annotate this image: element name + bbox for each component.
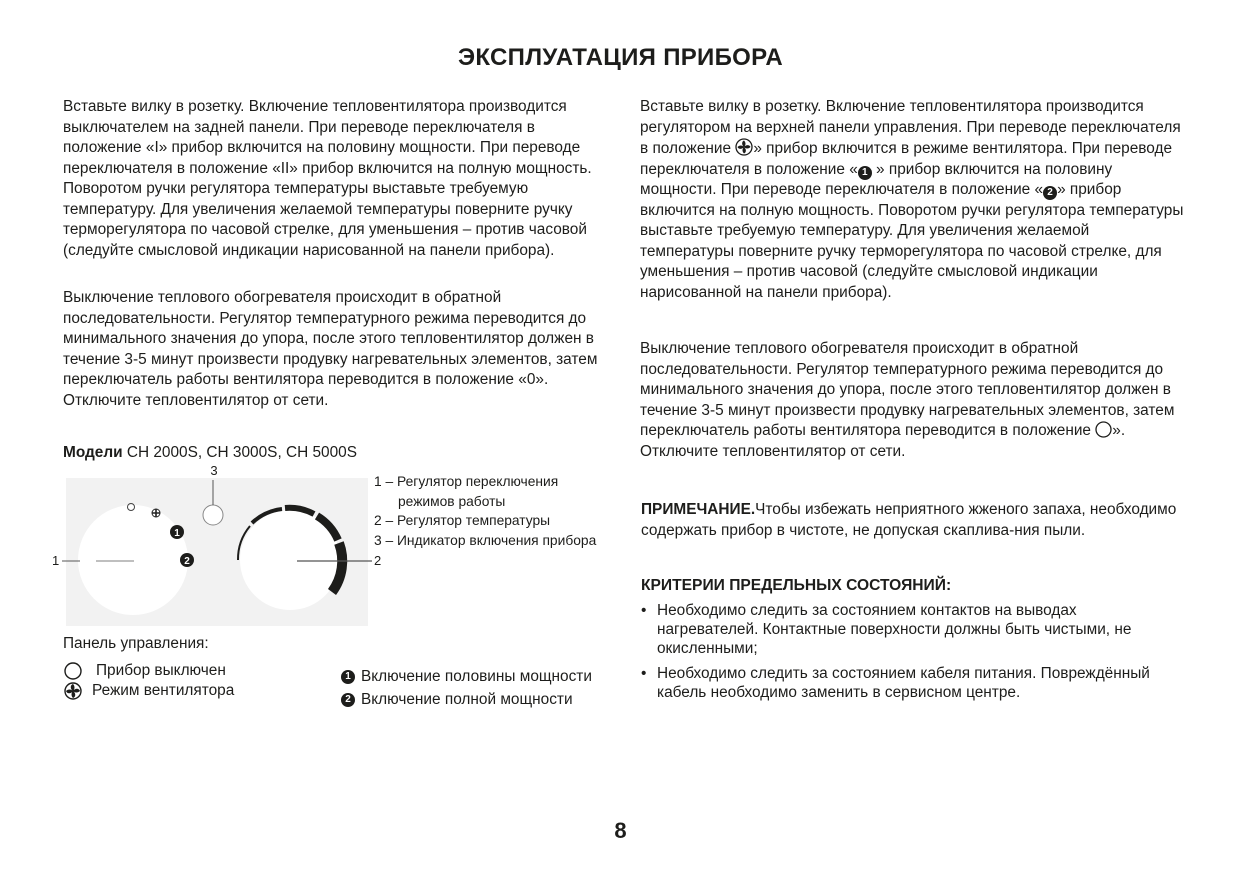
- off-inline-icon: [1095, 421, 1112, 438]
- state-half-label: Включение половины мощности: [361, 668, 592, 685]
- control-panel-diagram: [52, 460, 382, 630]
- right-p1-part-b: » прибор включится в режиме вентилятора. При переводе переключателя в положение «: [640, 140, 1173, 178]
- state-off-label: Прибор выключен: [96, 662, 226, 679]
- panel-badge-1: [170, 525, 184, 539]
- criteria-list: [641, 601, 1181, 708]
- legend-item-1-cont: режимов работы: [398, 493, 506, 509]
- criteria-item: • Необходимо следить за состоянием кабеля питания. Повреждённый кабель необходимо заменить в сервисном центре.: [641, 664, 1181, 702]
- note-label: ПРИМЕЧАНИЕ.: [641, 501, 756, 518]
- left-paragraph-1: Вставьте вилку в розетку. Включение тепловентилятора производится выключателем на задней панели. При переводе переключателя в положение «I» прибор включится на половину мощности. При переводе переключателя в положение «II» прибор включится на полную мощность. Поворотом ручки регулятора температуры выставьте требуемую температуру. Для увеличения желаемой температуры поверните ручку терморегулятора по часовой стрелке, для уменьшения – против часовой (следуйте смысловой индикации нарисованной на панели прибора).: [63, 98, 592, 259]
- state-full: [341, 689, 592, 710]
- note: [641, 499, 1181, 541]
- page-number: 8: [614, 818, 627, 843]
- inline-badge-2-icon: 2: [1043, 186, 1057, 200]
- state-off: [63, 661, 234, 681]
- badge-1-icon: 1: [341, 670, 355, 684]
- legend-item-1: 1 – Регулятор переключения: [374, 474, 559, 489]
- right-paragraph-2: [640, 339, 1185, 462]
- panel-badge-2: [180, 553, 194, 567]
- mode-knob: [78, 505, 188, 615]
- right-p1-part-d: » прибор включится на полную мощность. Поворотом ручки регулятора температуры выставьте требуемую температуру. Для увеличения желаемой температуры поверните ручку терморегулятора по часовой стрелке, для уменьшения – против часовой (следуйте смысловой индикации нарисованной на панели прибора).: [640, 181, 1184, 301]
- state-fan-label: Режим вентилятора: [92, 682, 235, 699]
- models-label: Модели: [63, 444, 123, 461]
- fan-icon: [63, 681, 85, 701]
- svg-text:2: 2: [184, 556, 190, 567]
- callout-1-label: 1: [52, 553, 60, 568]
- legend-item-3: 3 – Индикатор включения прибора: [374, 532, 597, 548]
- inline-badge-1-icon: 1: [858, 166, 872, 180]
- state-full-label: Включение полной мощности: [361, 691, 573, 708]
- callout-3-label: 3: [210, 463, 218, 478]
- right-p1-part-c: » прибор включится на половину мощности. При переводе переключателя в положение «: [640, 160, 1113, 198]
- state-list-left: [63, 661, 234, 701]
- state-list-right: [341, 666, 592, 710]
- page-title: ЭКСПЛУАТАЦИЯ ПРИБОРА: [458, 44, 783, 71]
- svg-text:1: 1: [174, 528, 180, 539]
- fan-marker-icon: [152, 509, 160, 517]
- off-circle-icon: [63, 661, 85, 681]
- right-p2-part-b: ». Отключите тепловентилятор от сети.: [640, 422, 1126, 460]
- state-half: [341, 666, 592, 687]
- diagram-legend: [374, 472, 596, 550]
- legend-item-2: 2 – Регулятор температуры: [374, 513, 551, 528]
- left-paragraph-2: Выключение теплового обогревателя происходит в обратной последовательности. Регулятор температурного режима переводится до минимального значения до упора, после этого тепловентилятор должен в течение 3-5 минут произвести продувку нагревательных элементов, затем переключатель работы вентилятора переводится в положение «0». Отключите тепловентилятор от сети.: [63, 289, 598, 409]
- right-paragraph-1: [640, 97, 1185, 303]
- models-value: CH 2000S, CH 3000S, CH 5000S: [122, 444, 358, 461]
- panel-label: Панель управления:: [63, 635, 209, 652]
- badge-2-icon: 2: [341, 693, 355, 707]
- criteria-item: • Необходимо следить за состоянием контактов на выводах нагревателей. Контактные поверхности должны быть чистыми, не окисленными;: [641, 601, 1181, 658]
- right-p2-part-a: Выключение теплового обогревателя происходит в обратной последовательности. Регулятор температурного режима переводится до минимального значения до упора, после этого тепловентилятор должен в течение 3-5 минут произвести продувку нагревательных элементов, затем переключатель работы вентилятора переводится в положение: [640, 340, 1175, 439]
- criteria-title: КРИТЕРИИ ПРЕДЕЛЬНЫХ СОСТОЯНИЙ:: [641, 577, 952, 594]
- power-indicator: [203, 505, 223, 525]
- fan-inline-icon: [735, 138, 753, 156]
- callout-2-label: 2: [374, 553, 382, 568]
- state-fan: [63, 681, 234, 701]
- note-text: Чтобы избежать неприятного жженого запаха, необходимо содержать прибор в чистоте, не допуская скаплива-ния пыли.: [641, 501, 1177, 539]
- right-p1-part-a: Вставьте вилку в розетку. Включение тепловентилятора производится регулятором на верхней панели управления. При переводе переключателя в положение: [640, 98, 1181, 157]
